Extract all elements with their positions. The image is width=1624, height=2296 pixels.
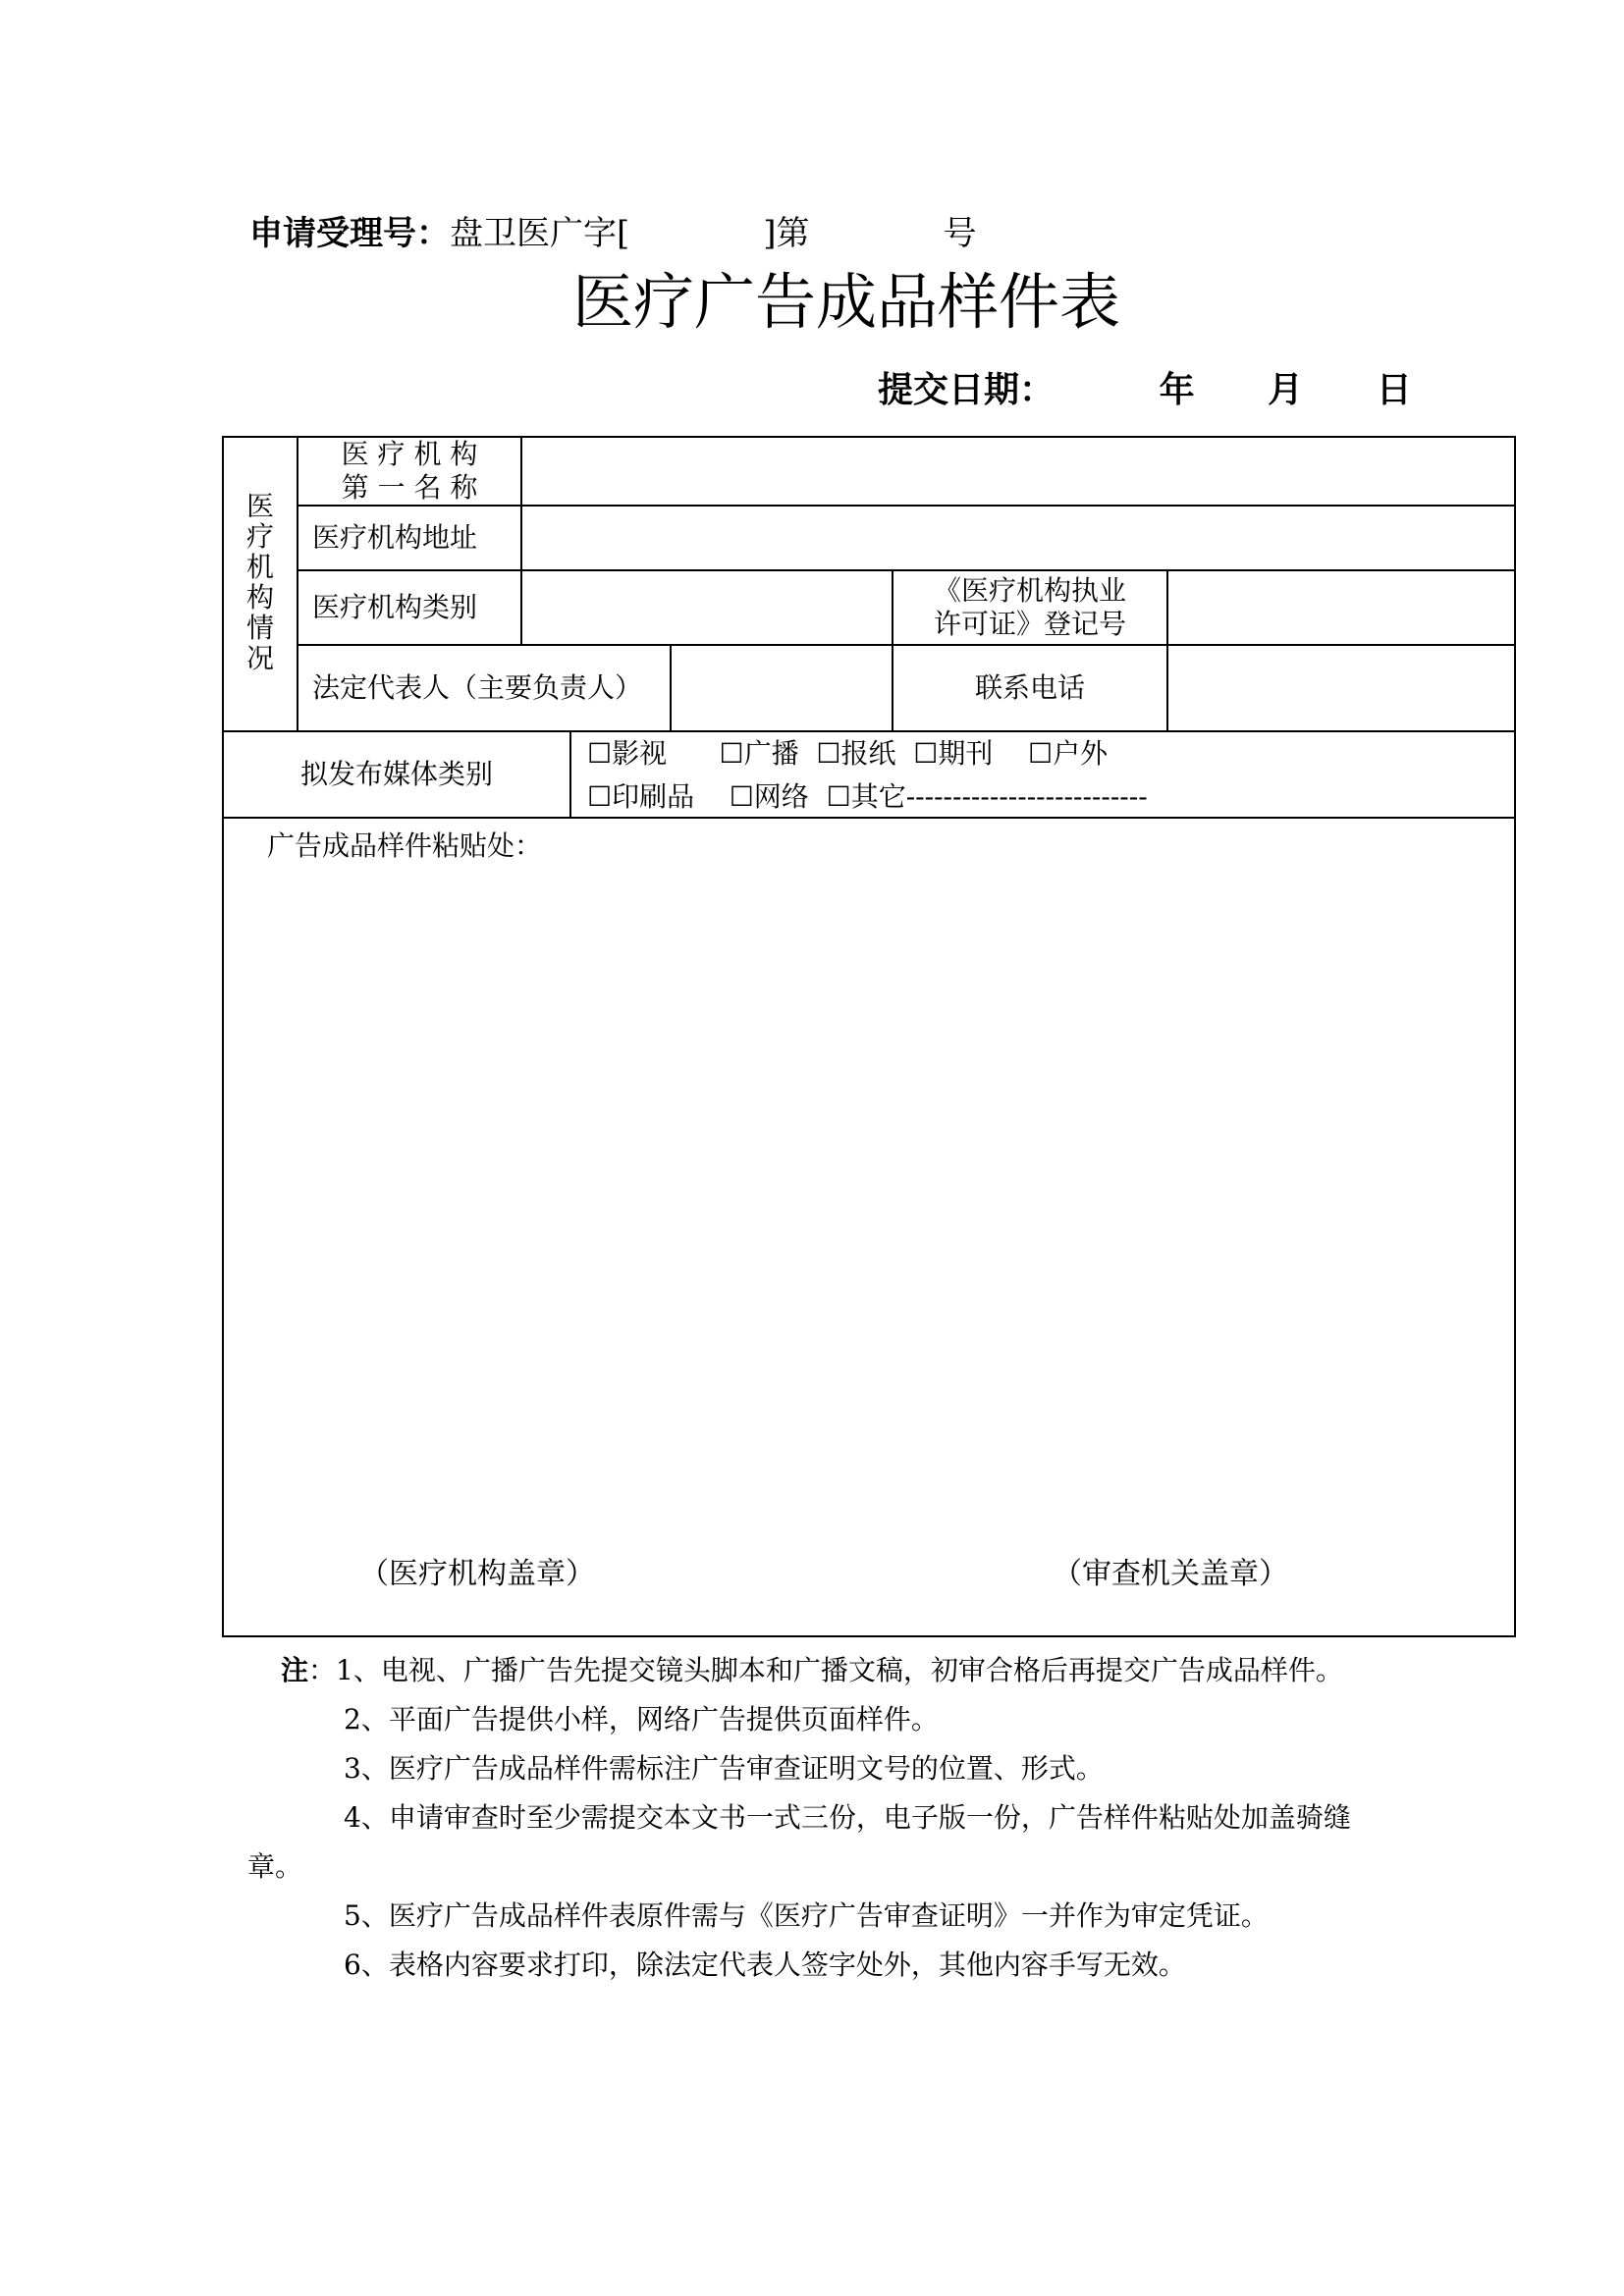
contact-phone-field[interactable] bbox=[1168, 646, 1514, 730]
institution-type-label: 医疗机构类别 bbox=[312, 591, 478, 623]
section-label-text: 医 疗 机 构 情 况 bbox=[245, 490, 274, 674]
month-label: 月 bbox=[1268, 370, 1304, 410]
note-3: 3、医疗广告成品样件需标注广告审查证明文号的位置、形式。 bbox=[344, 1752, 1104, 1785]
institution-seal-label: （医疗机构盖章） bbox=[359, 1557, 595, 1591]
license-number-label-line1: 《医疗机构执业 bbox=[933, 574, 1126, 607]
note-4-continued: 章。 bbox=[247, 1850, 303, 1883]
institution-address-label: 医疗机构地址 bbox=[312, 521, 478, 554]
media-options-row2[interactable]: ☐印刷品 ☐网络 ☐其它-------------------------- bbox=[587, 780, 1148, 813]
row-divider bbox=[222, 817, 1516, 819]
notes-label: 注 bbox=[281, 1654, 309, 1686]
application-number-label: 申请受理号： bbox=[249, 214, 450, 253]
submit-date bbox=[878, 365, 1412, 416]
note-4: 4、申请审查时至少需提交本文书一式三份，电子版一份，广告样件粘贴处加盖骑缝 bbox=[344, 1801, 1351, 1834]
legal-representative-field[interactable] bbox=[672, 646, 892, 730]
institution-name-field[interactable] bbox=[522, 438, 1514, 505]
submit-date-label: 提交日期： bbox=[878, 370, 1056, 410]
media-options-row1[interactable]: ☐影视 ☐广播 ☐报纸 ☐期刊 ☐户外 bbox=[587, 737, 1109, 770]
institution-address-field[interactable] bbox=[522, 507, 1514, 569]
note-1 bbox=[281, 1651, 1343, 1690]
license-number-field[interactable] bbox=[1168, 571, 1514, 644]
institution-type-field[interactable] bbox=[522, 571, 892, 644]
section-label-institution bbox=[244, 491, 277, 673]
institution-name-label bbox=[298, 438, 520, 505]
note-2: 2、平面广告提供小样，网络广告提供页面样件。 bbox=[344, 1703, 939, 1735]
review-authority-seal-label: （审查机关盖章） bbox=[1053, 1557, 1288, 1591]
day-label: 日 bbox=[1376, 370, 1412, 410]
page-title: 医疗广告成品样件表 bbox=[571, 266, 1120, 338]
application-number-value: 盘卫医广字[ ]第 号 bbox=[450, 214, 977, 253]
col-divider bbox=[569, 730, 571, 819]
table-border-right bbox=[1514, 436, 1516, 1637]
table-border-left bbox=[222, 436, 224, 1637]
note-5: 5、医疗广告成品样件表原件需与《医疗广告审查证明》一并作为审定凭证。 bbox=[344, 1899, 1269, 1932]
institution-name-label-line2: 第 一 名 称 bbox=[341, 471, 478, 504]
application-number bbox=[249, 210, 977, 257]
license-number-label bbox=[893, 571, 1166, 644]
paste-area-label: 广告成品样件粘贴处： bbox=[267, 829, 543, 862]
contact-phone-label: 联系电话 bbox=[974, 671, 1085, 704]
institution-name-label-line1: 医 疗 机 构 bbox=[341, 438, 478, 470]
year-label: 年 bbox=[1159, 370, 1195, 410]
table-border-bottom bbox=[222, 1635, 1516, 1637]
license-number-label-line2: 许可证》登记号 bbox=[933, 608, 1126, 640]
media-type-label: 拟发布媒体类别 bbox=[299, 758, 493, 790]
note-6: 6、表格内容要求打印，除法定代表人签字处外，其他内容手写无效。 bbox=[344, 1949, 1186, 1981]
note-1-text: ：1、电视、广播广告先提交镜头脚本和广播文稿，初审合格后再提交广告成品样件。 bbox=[308, 1654, 1343, 1686]
legal-representative-label: 法定代表人（主要负责人） bbox=[312, 671, 643, 704]
